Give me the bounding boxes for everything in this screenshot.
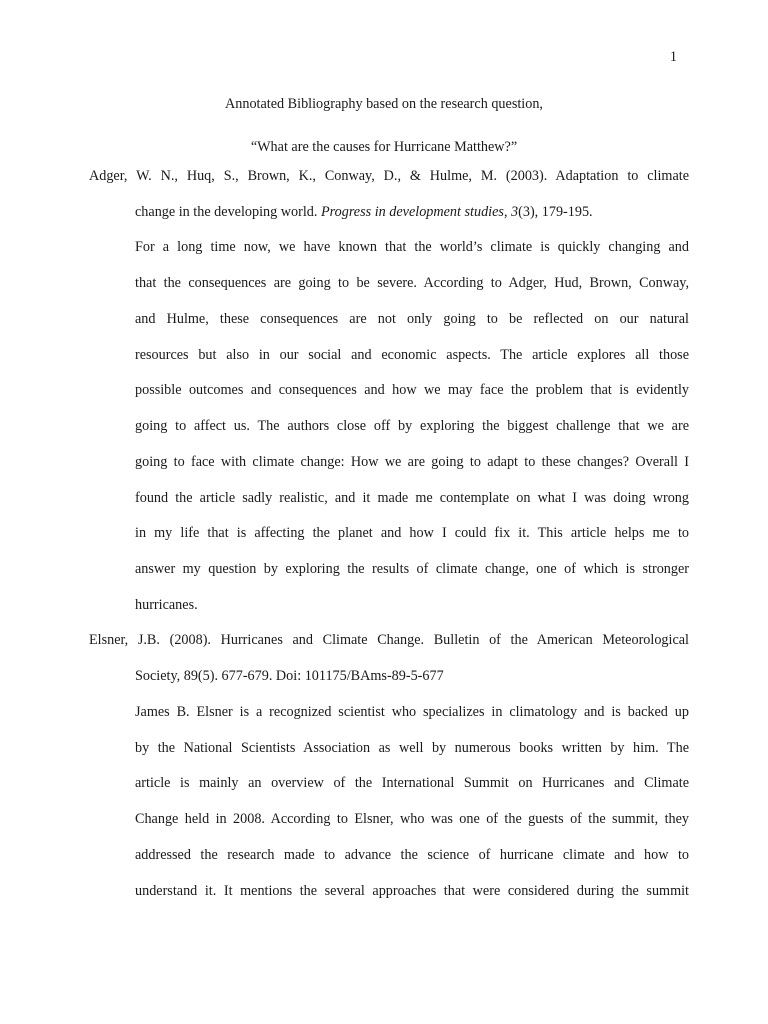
annotation-line: addressed the research made to advance the science of hurricane climate and how to (135, 847, 689, 863)
annotation-line: by the National Scientists Association as well by numerous books written by him. The (135, 740, 689, 756)
annotation-line: James B. Elsner is a recognized scientist who specializes in climatology and is backed up (135, 704, 689, 720)
citation-issue-pages: (3), 179-195. (518, 204, 593, 220)
annotation-line: article is mainly an overview of the International Summit on Hurricanes and Climate (135, 775, 689, 791)
title-line-2: “What are the causes for Hurricane Matthew?” (250, 139, 518, 155)
journal-title: Progress in development studies (320, 204, 504, 220)
annotation-line: going to face with climate change: How we are going to adapt to these changes? Overall I (135, 454, 689, 470)
annotation-line: going to affect us. The authors close off by exploring the biggest challenge that we are (135, 418, 689, 434)
annotation-line: For a long time now, we have known that the world’s climate is quickly changing and (135, 239, 689, 255)
annotation-line: answer my question by exploring the results of climate change, one of which is stronger (135, 561, 689, 577)
annotation-line: resources but also in our social and economic aspects. The article explores all those (135, 347, 689, 363)
entry-1-citation-line-2 (135, 205, 593, 219)
annotation-line: in my life that is affecting the planet and how I could fix it. This article helps me to (135, 525, 689, 541)
annotation-line: found the article sadly realistic, and it made me contemplate on what I was doing wrong (135, 490, 689, 506)
page-number: 1 (669, 49, 677, 65)
entry-1-citation-line-1: Adger, W. N., Huq, S., Brown, K., Conway, D., & Hulme, M. (2003). Adaptation to climate (89, 168, 689, 184)
annotation-line: that the consequences are going to be severe. According to Adger, Hud, Brown, Conway, (135, 275, 689, 291)
journal-volume: 3 (511, 204, 519, 220)
citation-text: change in the developing world. (135, 204, 321, 220)
entry-2-citation-line-2: Society, 89(5). 677-679. Doi: 101175/BAms-89-5-677 (135, 668, 444, 684)
title-line-1: Annotated Bibliography based on the research question, (225, 96, 543, 112)
annotation-line: Change held in 2008. According to Elsner, who was one of the guests of the summit, they (135, 811, 689, 827)
annotation-line: hurricanes. (135, 597, 198, 613)
entry-2-citation-line-1: Elsner, J.B. (2008). Hurricanes and Climate Change. Bulletin of the American Meteorological (89, 632, 689, 648)
annotation-line: and Hulme, these consequences are not only going to be reflected on our natural (135, 311, 689, 327)
annotation-line: understand it. It mentions the several approaches that were considered during the summit (135, 883, 689, 899)
citation-separator: , (503, 204, 512, 220)
annotation-line: possible outcomes and consequences and how we may face the problem that is evidently (135, 382, 689, 398)
